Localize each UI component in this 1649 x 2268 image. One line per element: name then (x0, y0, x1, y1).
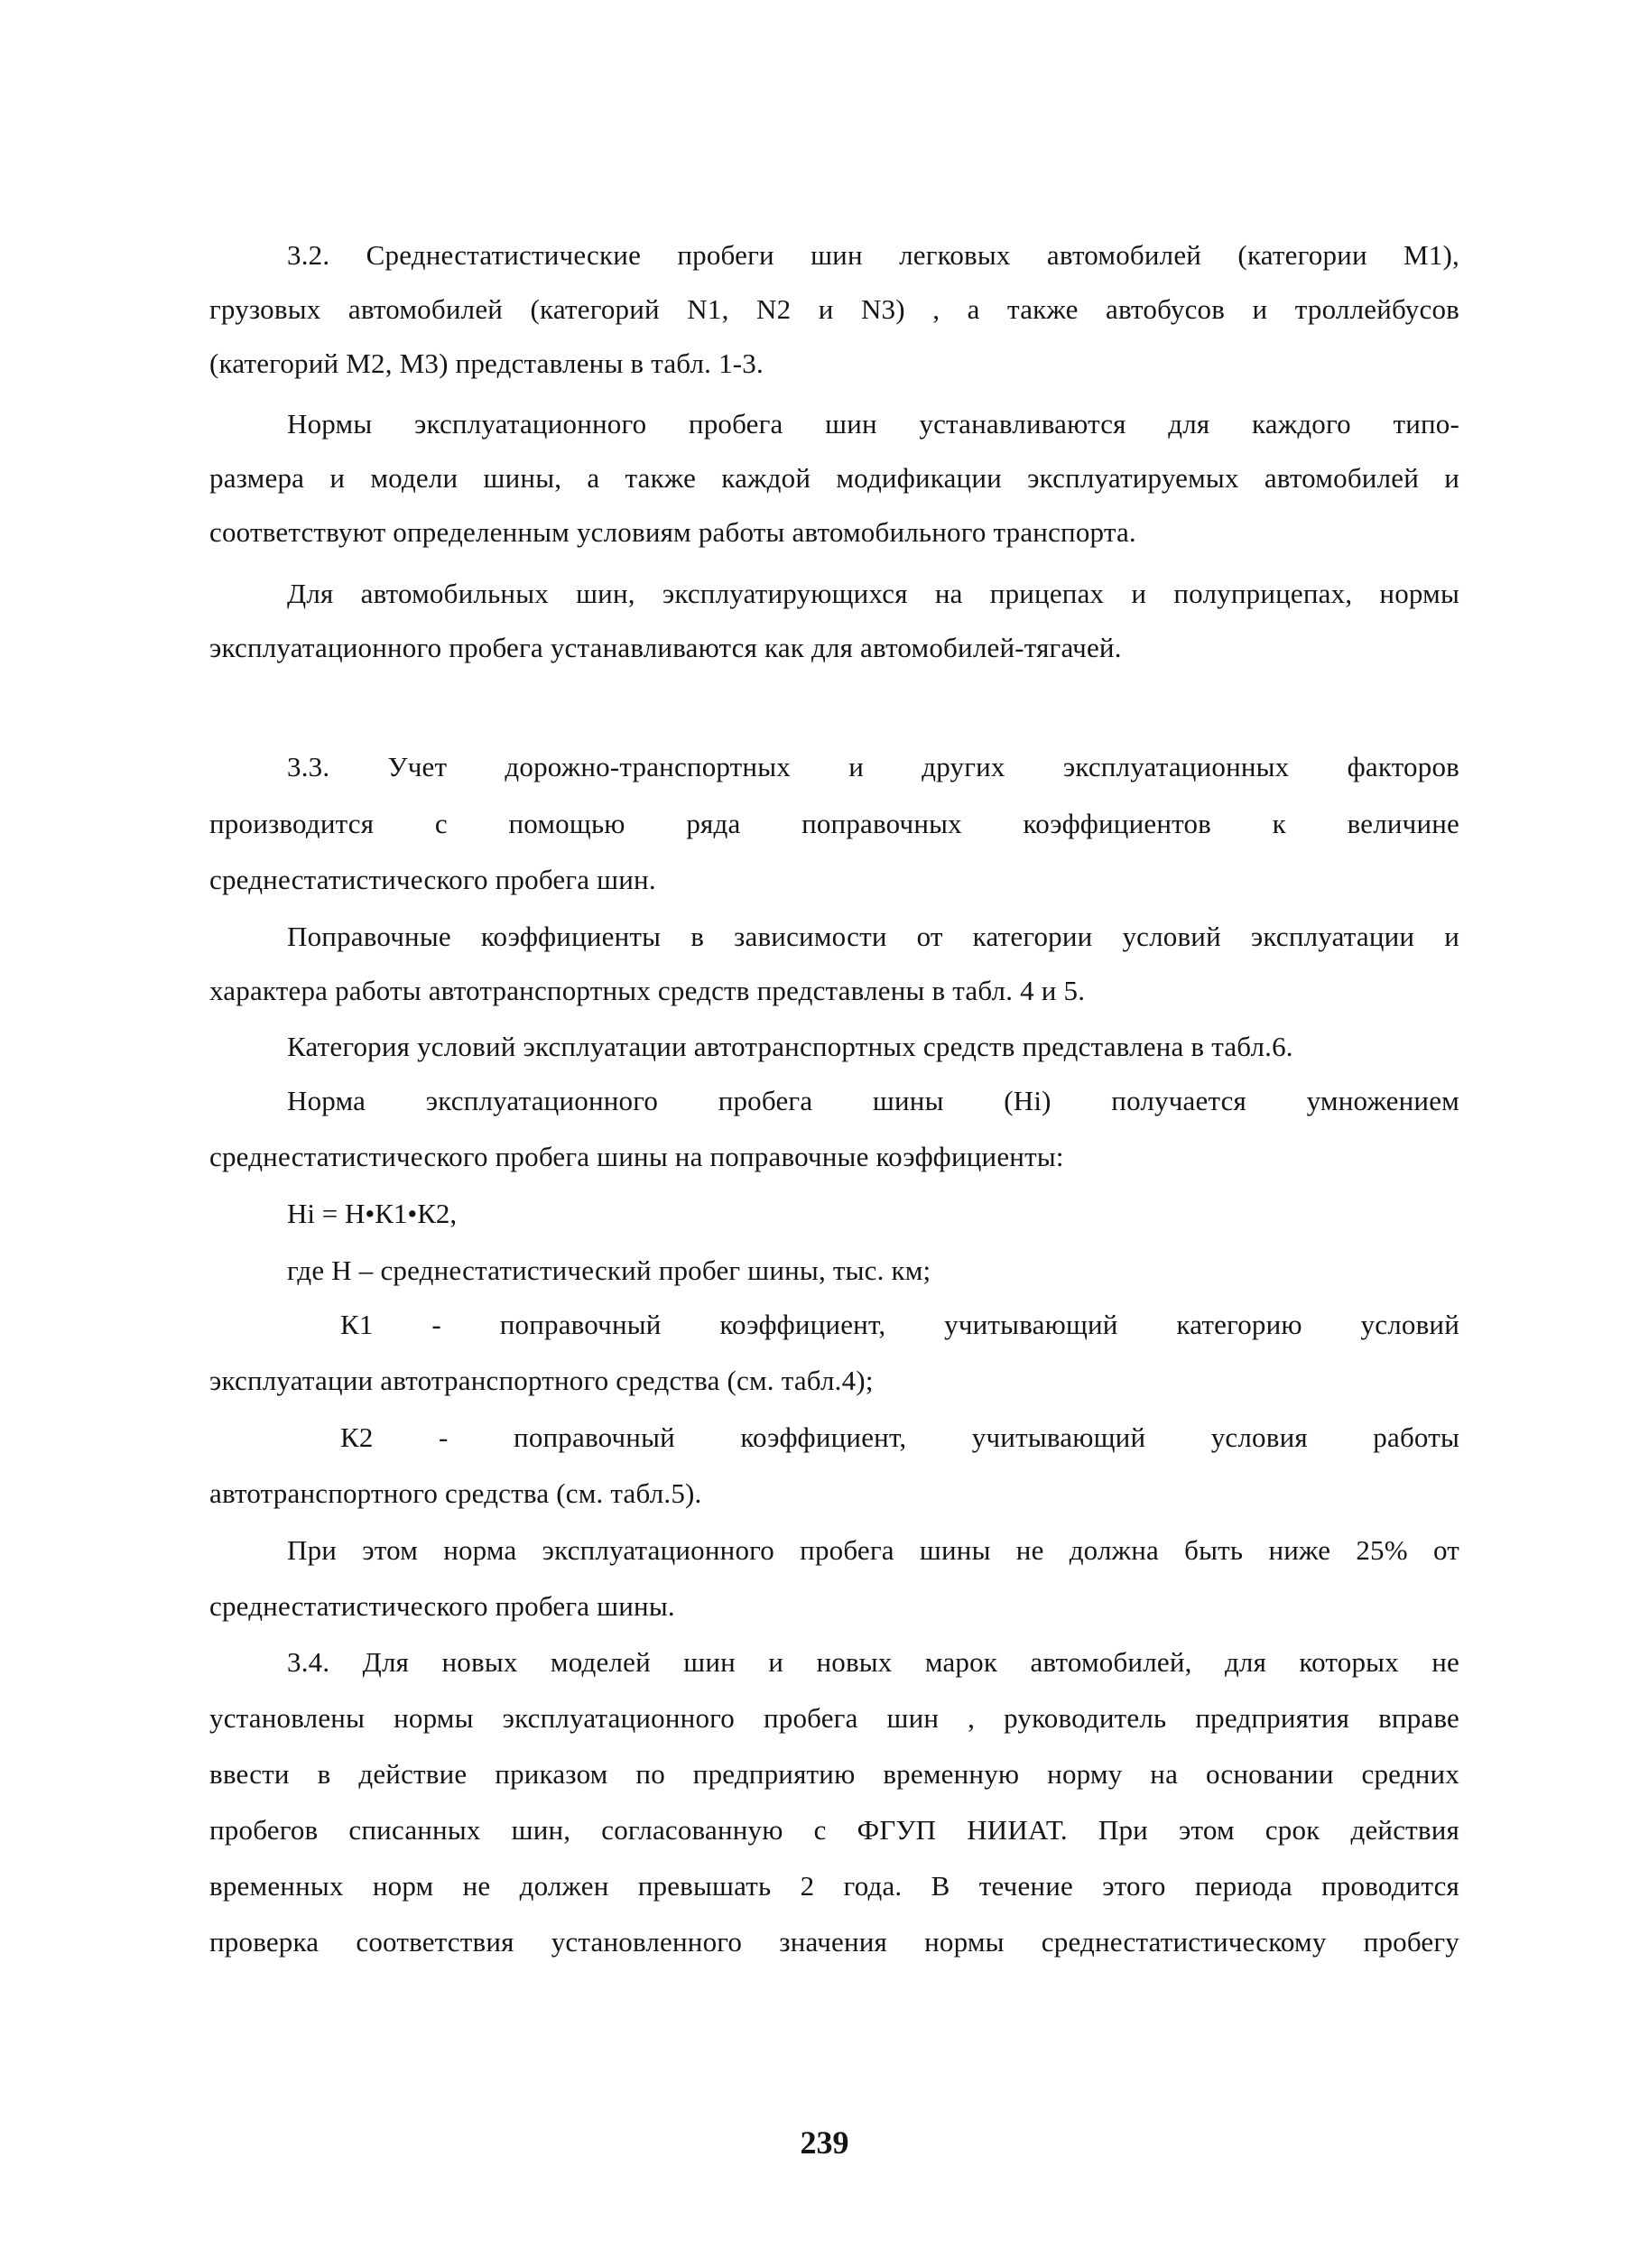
text-line: установлены нормы эксплуатационного пробега шин , руководитель предприятия вправе (209, 1702, 1459, 1734)
text-line: Норма эксплуатационного пробега шины (Нi) получается умножением (287, 1085, 1459, 1116)
text-line: Категория условий эксплуатации автотранспортных средств представлена в табл.6. (287, 1031, 1293, 1062)
text-line: автотранспортного средства (см. табл.5). (209, 1477, 702, 1509)
text-line: грузовых автомобилей (категорий N1, N2 и N3) , а также автобусов и троллейбусов (209, 293, 1459, 325)
text-line: Нормы эксплуатационного пробега шин устанавливаются для каждого типо- (287, 408, 1459, 440)
text-line: пробегов списанных шин, согласованную с ФГУП НИИАТ. При этом срок действия (209, 1814, 1459, 1846)
text-line: среднестатистического пробега шины на поправочные коэффициенты: (209, 1141, 1064, 1172)
text-line: К1 - поправочный коэффициент, учитывающий категорию условий (340, 1309, 1459, 1340)
text-line: размера и модели шины, а также каждой модификации эксплуатируемых автомобилей и (209, 462, 1459, 494)
text-line: К2 - поправочный коэффициент, учитывающий условия работы (340, 1421, 1459, 1453)
text-line: Для автомобильных шин, эксплуатирующихся на прицепах и полуприцепах, нормы (287, 578, 1459, 609)
text-line: проверка соответствия установленного значения нормы среднестатистическому пробегу (209, 1926, 1459, 1958)
page-number: 239 (800, 2125, 849, 2161)
text-line: ввести в действие приказом по предприятию временную норму на основании средних (209, 1758, 1459, 1790)
text-line: производится с помощью ряда поправочных коэффициентов к величине (209, 808, 1459, 839)
text-line: эксплуатационного пробега устанавливаются как для автомобилей-тягачей. (209, 632, 1122, 663)
formula: Нi = Н•К1•К2, (287, 1198, 458, 1229)
text-line: Поправочные коэффициенты в зависимости от категории условий эксплуатации и (287, 921, 1459, 952)
text-line: среднестатистического пробега шин. (209, 864, 656, 895)
text-line: эксплуатации автотранспортного средства (см. табл.4); (209, 1365, 874, 1396)
text-line: 3.2. Среднестатистические пробеги шин легковых автомобилей (категории М1), (287, 239, 1459, 271)
text-line: (категорий М2, М3) представлены в табл. 1-3. (209, 347, 764, 379)
text-line: соответствуют определенным условиям работы автомобильного транспорта. (209, 516, 1136, 548)
text-line: 3.3. Учет дорожно-транспортных и других эксплуатационных факторов (287, 751, 1459, 782)
text-line: где Н – среднестатистический пробег шины, тыс. км; (287, 1254, 931, 1286)
text-line: временных норм не должен превышать 2 года. В течение этого периода проводится (209, 1870, 1459, 1902)
text-line: При этом норма эксплуатационного пробега шины не должна быть ниже 25% от (287, 1534, 1459, 1566)
text-line: среднестатистического пробега шины. (209, 1590, 675, 1622)
text-line: характера работы автотранспортных средств представлены в табл. 4 и 5. (209, 975, 1086, 1006)
text-line: 3.4. Для новых моделей шин и новых марок автомобилей, для которых не (287, 1646, 1459, 1678)
